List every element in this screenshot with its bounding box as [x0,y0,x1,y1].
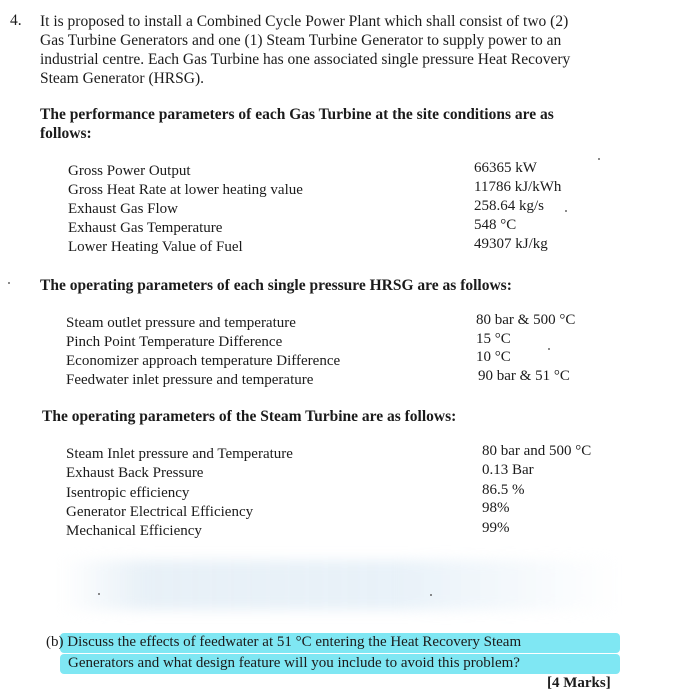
speck [565,210,567,212]
hrsg-label: Feedwater inlet pressure and temperature [66,372,314,388]
gt-label: Exhaust Gas Temperature [68,220,223,236]
gt-label: Lower Heating Value of Fuel [68,239,243,255]
speck [598,158,600,160]
intro-line-4: Steam Generator (HRSG). [40,70,204,87]
hrsg-value: 15 °C [476,331,511,347]
speck [548,348,550,350]
hrsg-heading: The operating parameters of each single pressure HRSG are as follows: [40,277,512,294]
intro-line-1: It is proposed to install a Combined Cycle Power Plant which shall consist of two (2) [40,13,569,30]
st-label: Steam Inlet pressure and Temperature [66,446,293,462]
st-label: Mechanical Efficiency [66,523,202,539]
hrsg-value: 90 bar & 51 °C [478,368,570,384]
gas-turbine-heading-1: The performance parameters of each Gas Turbine at the site conditions are as [40,106,554,123]
speck [430,594,432,596]
part-b-line-2: Generators and what design feature will you include to avoid this problem? [68,655,520,671]
marks-label: [4 Marks] [547,675,611,691]
gt-value: 49307 kJ/kg [474,236,548,252]
steam-turbine-heading: The operating parameters of the Steam Turbine are as follows: [42,408,457,425]
intro-line-3: industrial centre. Each Gas Turbine has one associated single pressure Heat Recovery [40,51,571,68]
speck [98,593,100,595]
question-number: 4. [10,12,22,29]
st-value: 98% [482,500,510,516]
gt-value: 11786 kJ/kWh [474,179,562,195]
st-value: 80 bar and 500 °C [482,443,592,459]
erased-area [60,560,620,610]
hrsg-label: Pinch Point Temperature Difference [66,334,283,350]
st-value: 86.5 % [482,482,525,498]
gt-label: Gross Power Output [68,163,191,179]
speck [8,282,10,284]
gt-value: 258.64 kg/s [474,198,545,214]
gt-label: Exhaust Gas Flow [68,201,178,217]
hrsg-label: Steam outlet pressure and temperature [66,315,296,331]
hrsg-value: 10 °C [476,349,511,365]
gt-value: 548 °C [474,217,517,233]
gas-turbine-heading-2: follows: [40,125,92,142]
hrsg-label: Economizer approach temperature Difference [66,353,341,369]
st-value: 0.13 Bar [482,462,534,478]
intro-line-2: Gas Turbine Generators and one (1) Steam Turbine Generator to supply power to an [40,32,562,49]
st-label: Exhaust Back Pressure [66,465,204,481]
gt-label: Gross Heat Rate at lower heating value [68,182,303,198]
hrsg-value: 80 bar & 500 °C [476,312,576,328]
gt-value: 66365 kW [474,160,537,176]
st-label: Isentropic efficiency [66,485,190,501]
st-value: 99% [482,520,510,536]
st-label: Generator Electrical Efficiency [66,504,254,520]
part-b-line-1: (b) Discuss the effects of feedwater at 51 °C entering the Heat Recovery Steam [46,634,522,650]
